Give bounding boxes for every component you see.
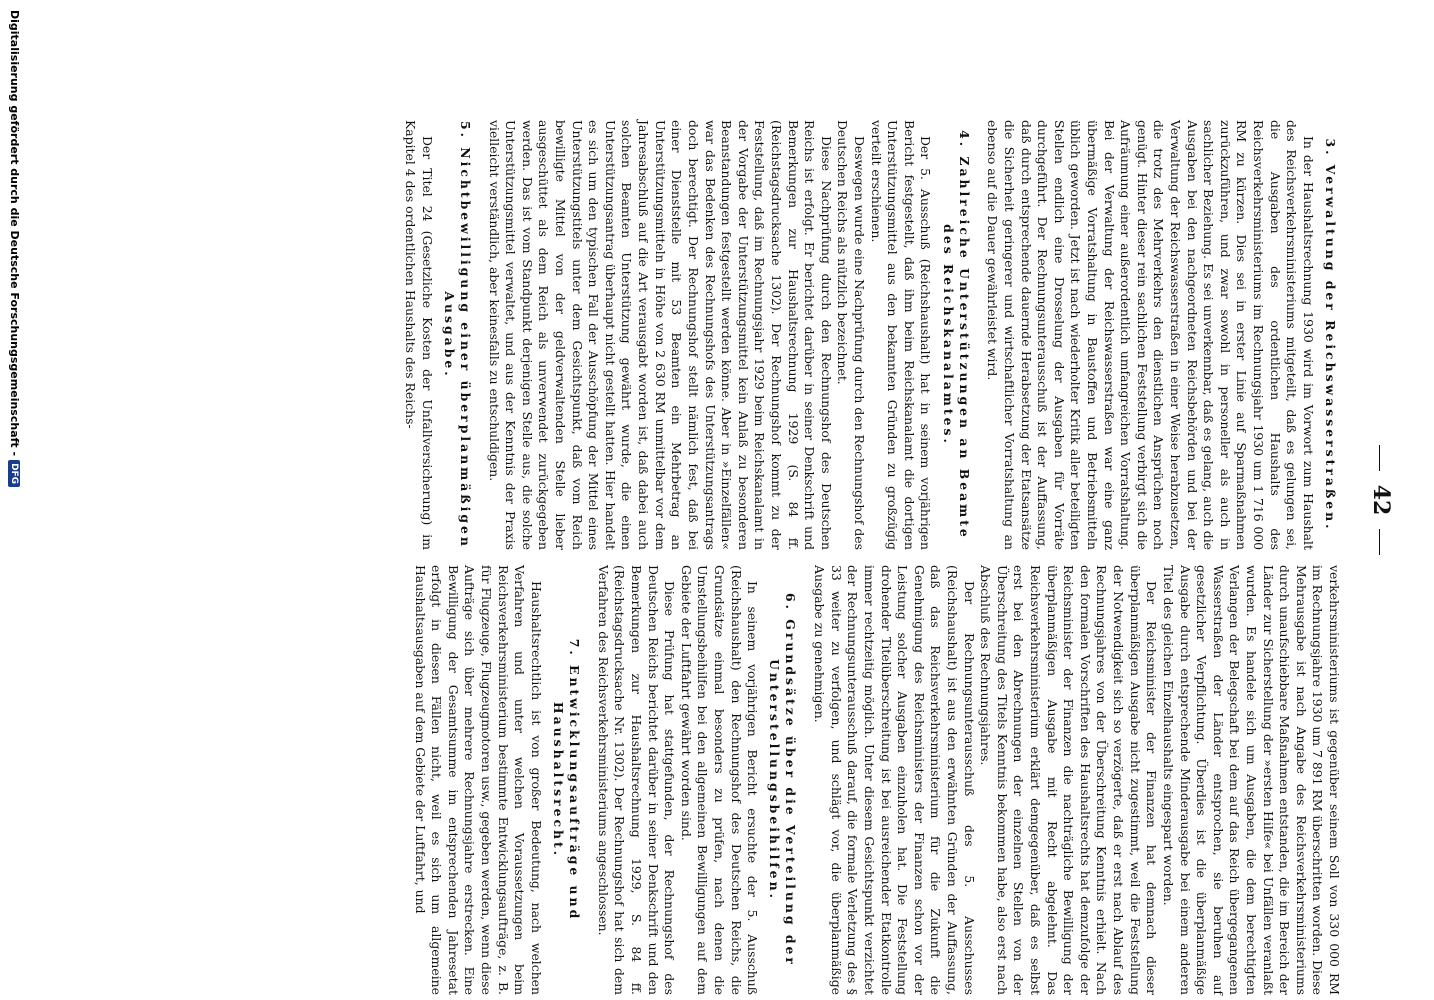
page-number: 42 [1368, 0, 1394, 1000]
left-column [390, 120, 1342, 550]
section [485, 120, 972, 550]
paragraph: Diese Prüfung hat stattgefunden, der Rechnungshof des Deutschen Reichs berichtet darüber in seiner Denkschrift und den Bemerkungen zur Haushaltsrechnung 1929, S. 84 ff. (Reichstagsdrucksache Nr. 1302). Der Rechnungshof hat sich dem Verfahren des Reichsverkehrsministeriums angeschlossen. [595, 565, 678, 995]
section [984, 120, 1338, 550]
section [411, 565, 582, 995]
section-heading: 7. Entwicklungsaufträge und Haushaltsrecht. [551, 638, 583, 922]
paragraph: In der Haushaltsrechnung 1930 wird im Vorwort zum Haushalt des Reichsverkehrsministeriums mitgeteilt, daß es gelungen sei, die Ausgaben des ordentlichen Haushalts des Reichsverkehrsministeriums im Rechnungsjahr 1930 um 1 716 000 RM zu kürzen. Dies sei in erster Linie auf Sparmaßnahmen zurückzuführen, und zwar sowohl in personeller als auch in sachlicher Beziehung. Es sei unverkennbar, daß es gelang, auch die Ausgaben bei den nachgeordneten Reichsbehörden und bei der Verwaltung der Reichswasserstraßen in einer Weise herabzusetzen, die trotz des Mehrverkehrs den dienstlichen Ansprüchen noch genügt. Hinter dieser rein sachlichen Feststellung verbirgt sich die Aufräumung einer außerordentlich umfangreichen Vorratshaltung. Bei der Verwaltung der Reichswasserstraßen war eine ganz übermäßige Vorratshaltung in Baustoffen und Betriebsmitteln üblich geworden. Jetzt ist nach wiederholter Kritik aller beteiligten Stellen endlich eine Drosselung der Ausgaben für Vorräte durchgeführt. Der Rechnungsunterausschuß ist der Auffassung, daß durch entsprechende dauernde Herabsetzung der Etatsansätze die Sicherheit geringerer und wirtschaftlicher Vorratshaltung an ebenso auf die Dauer gewährleistet wird. [985, 120, 1316, 550]
section-heading: 5. Nichtbewilligung einer überplanmäßigen Ausgabe. [441, 121, 473, 549]
credit-text: Digitalisierung gefördert durch die Deutsche Forschungsgemeinschaft - [8, 10, 21, 457]
section [594, 565, 798, 995]
paragraph: Haushaltsrechtlich ist von großer Bedeutung, nach welchen Verfahren und unter welchen Voraussetzungen beim Reichsverkehrsministerium bestimmte Entwicklungsaufträge, z. B. für Flugzeuge, Flugzeugmotoren usw., gegeben werden, wenn diese Aufträge sich über mehrere Rechnungsjahre erstrecken. Eine Bewilligung der Gesamtsumme im entsprechenden Jahresetat erfolgt in diesen Fällen nicht, weil es sich um allgemeine Haushaltsausgaben auf dem Gebiete der Luftfahrt, und [412, 565, 544, 995]
paragraph: verkehrsministeriums ist gegenüber seinem Soll von 330 000 RM im Rechnungsjahre 1930 um 7 891 RM überschritten worden. Diese Mehrausgabe ist nach Angabe des Reichsverkehrsministeriums durch unaufschiebbare Maßnahmen entstanden, die im Bereich der Länder zur Sicherstellung der »ersten Hilfe« bei Unfällen veranlaßt wurden. Es handele sich um Ausgaben, die dem berechtigten Verlangen der Belegschaft bei dem auf das Reich übergegangenen Wasserstraßen der Länder entsprochen, sie beruhen auf gesetzlicher Verpflichtung. Überdies ist die überplanmäßige Ausgabe durch entsprechende Minderausgabe bei einem anderen Titel des gleichen Einzelhaushalts eingespart worden. [1160, 565, 1342, 995]
paragraph: Der Reichsminister der Finanzen hat demnach dieser überplanmäßigen Ausgabe nicht zugestimmt, weil die Feststellung der Notwendigkeit sich so verzögerte, daß er erst nach Ablauf des Rechnungsjahres von der Überschreitung Kenntnis erhielt. Nach den formalen Vorschriften des Haushaltsrechts hat demzufolge der Reichsminister der Finanzen die nachträgliche Bewilligung der überplanmäßigen Ausgabe mit Recht abgelehnt. Das Reichsverkehrsministerium erklärt demgegenüber, daß es selbst erst bei den Abrechnungen der einzelnen Stellen von der Überschreitung des Titels Kenntnis bekommen habe, also erst nach Abschluß des Rechnungsjahres. [978, 565, 1160, 995]
right-column [399, 565, 1342, 995]
paragraph: Der 5. Ausschuß (Reichshaushalt) hat in seinem vorjährigen Bericht festgestellt, daß ihm beim Reichskanalamt die dortigen Unterstützungsmittel aus den bekannten Gründen zu großzügig verteilt erschienen. [868, 120, 934, 550]
paragraph: Diese Nachprüfung durch den Rechnungshof des Deutschen Reichs ist erfolgt. Er berichtet darüber in seiner Denkschrift und Bemerkungen zur Haushaltsrechnung 1929 (S. 84 ff. (Reichstagsdrucksache 1302). Der Rechnungshof kommt zu der Feststellung, daß im Rechnungsjahr 1929 beim Reichskanalamt in der Vorgabe der Unterstützungsmittel kein Anlaß zu besonderen Beanstandungen festgestellt werden könne. Aber in »Einzelfällen« war das Bedenken des Rechnungshofs des Unterstützungsantrags doch berechtigt. Der Rechnungshof stellt nämlich fest, daß bei einer Dienststelle mit 53 Beamten ein Mehrbetrag an Unterstützungsmitteln in Höhe von 2 630 RM unmittelbar vor dem Jahresabschluß auf die Art verausgabt worden ist, daß dabei auch solchen Beamten Unterstützung gewährt wurde, die einen Unterstützungsantrag überhaupt nicht gestellt hatten. Hier handelt es sich um den typischen Fall der Ausschöpfung der Mittel eines Unterstützungstitels unter dem Gesichtspunkt, daß vom Reich bewilligte Mittel von der geldverwaltenden Stelle lieber ausgeschüttet als dem Reich als unverwendet zurückgegeben werden. Das ist vom Standpunkt derjenigen Stelle aus, die solche Unterstützungsmittel verwaltet, und aus der Kenntnis der Praxis vielleicht verständlich, aber keinesfalls zu entschuldigen. [486, 120, 834, 550]
section-heading: 6. Grundsätze über die Verteilung der Unterstellungsbeihilfen. [767, 593, 799, 967]
paragraph: Der Rechnungsunterausschuß des 5. Ausschusses (Reichshaushalt) ist aus den erwähnten Gründen der Auffassung, daß das Reichsverkehrsministerium für die Zukunft die Genehmigung des Reichsministers der Finanzen schon vor der Leistung solcher Ausgaben einzuholen hat. Die Feststellung drohender Titelüberschreitung ist bei ausreichender Etatkontrolle immer rechtzeitig möglich. Unter diesem Gesichtspunkt verzichtet der Rechnungsunterausschuß darauf, die formale Verletzung des § 33 weiter zu verfolgen, und schlägt vor, die überplanmäßige Ausgabe zu genehmigen. [812, 565, 977, 995]
paragraph: In seinem vorjährigen Bericht ersuchte der 5. Ausschuß (Reichshaushalt) den Rechnungshof des Deutschen Reichs, die Grundsätze einmal besonders zu prüfen, nach denen die Umstellungsbeihilfen bei den allgemeinen Bewilligungen auf dem Gebiete der Luftfahrt gewährt worden sind. [678, 565, 761, 995]
digitization-credit [8, 10, 21, 487]
paragraph: Der Titel 24 (Gesetzliche Kosten der Unfallversicherung) im Kapitel 4 des ordentlichen Haushalts des Reichs- [403, 120, 435, 550]
section-heading: 3. Verwaltung der Reichswasserstraßen. [1323, 138, 1338, 532]
section-heading: 4. Zahlreiche Unterstützungen an Beamte des Reichskanalamtes. [940, 130, 972, 540]
dfg-logo: DFG [9, 460, 21, 487]
section [811, 565, 1343, 995]
section [402, 120, 473, 550]
paragraph: Deswegen wurde eine Nachprüfung durch den Rechnungshof des Deutschen Reichs als nützlich bezeichnet. [835, 120, 867, 550]
